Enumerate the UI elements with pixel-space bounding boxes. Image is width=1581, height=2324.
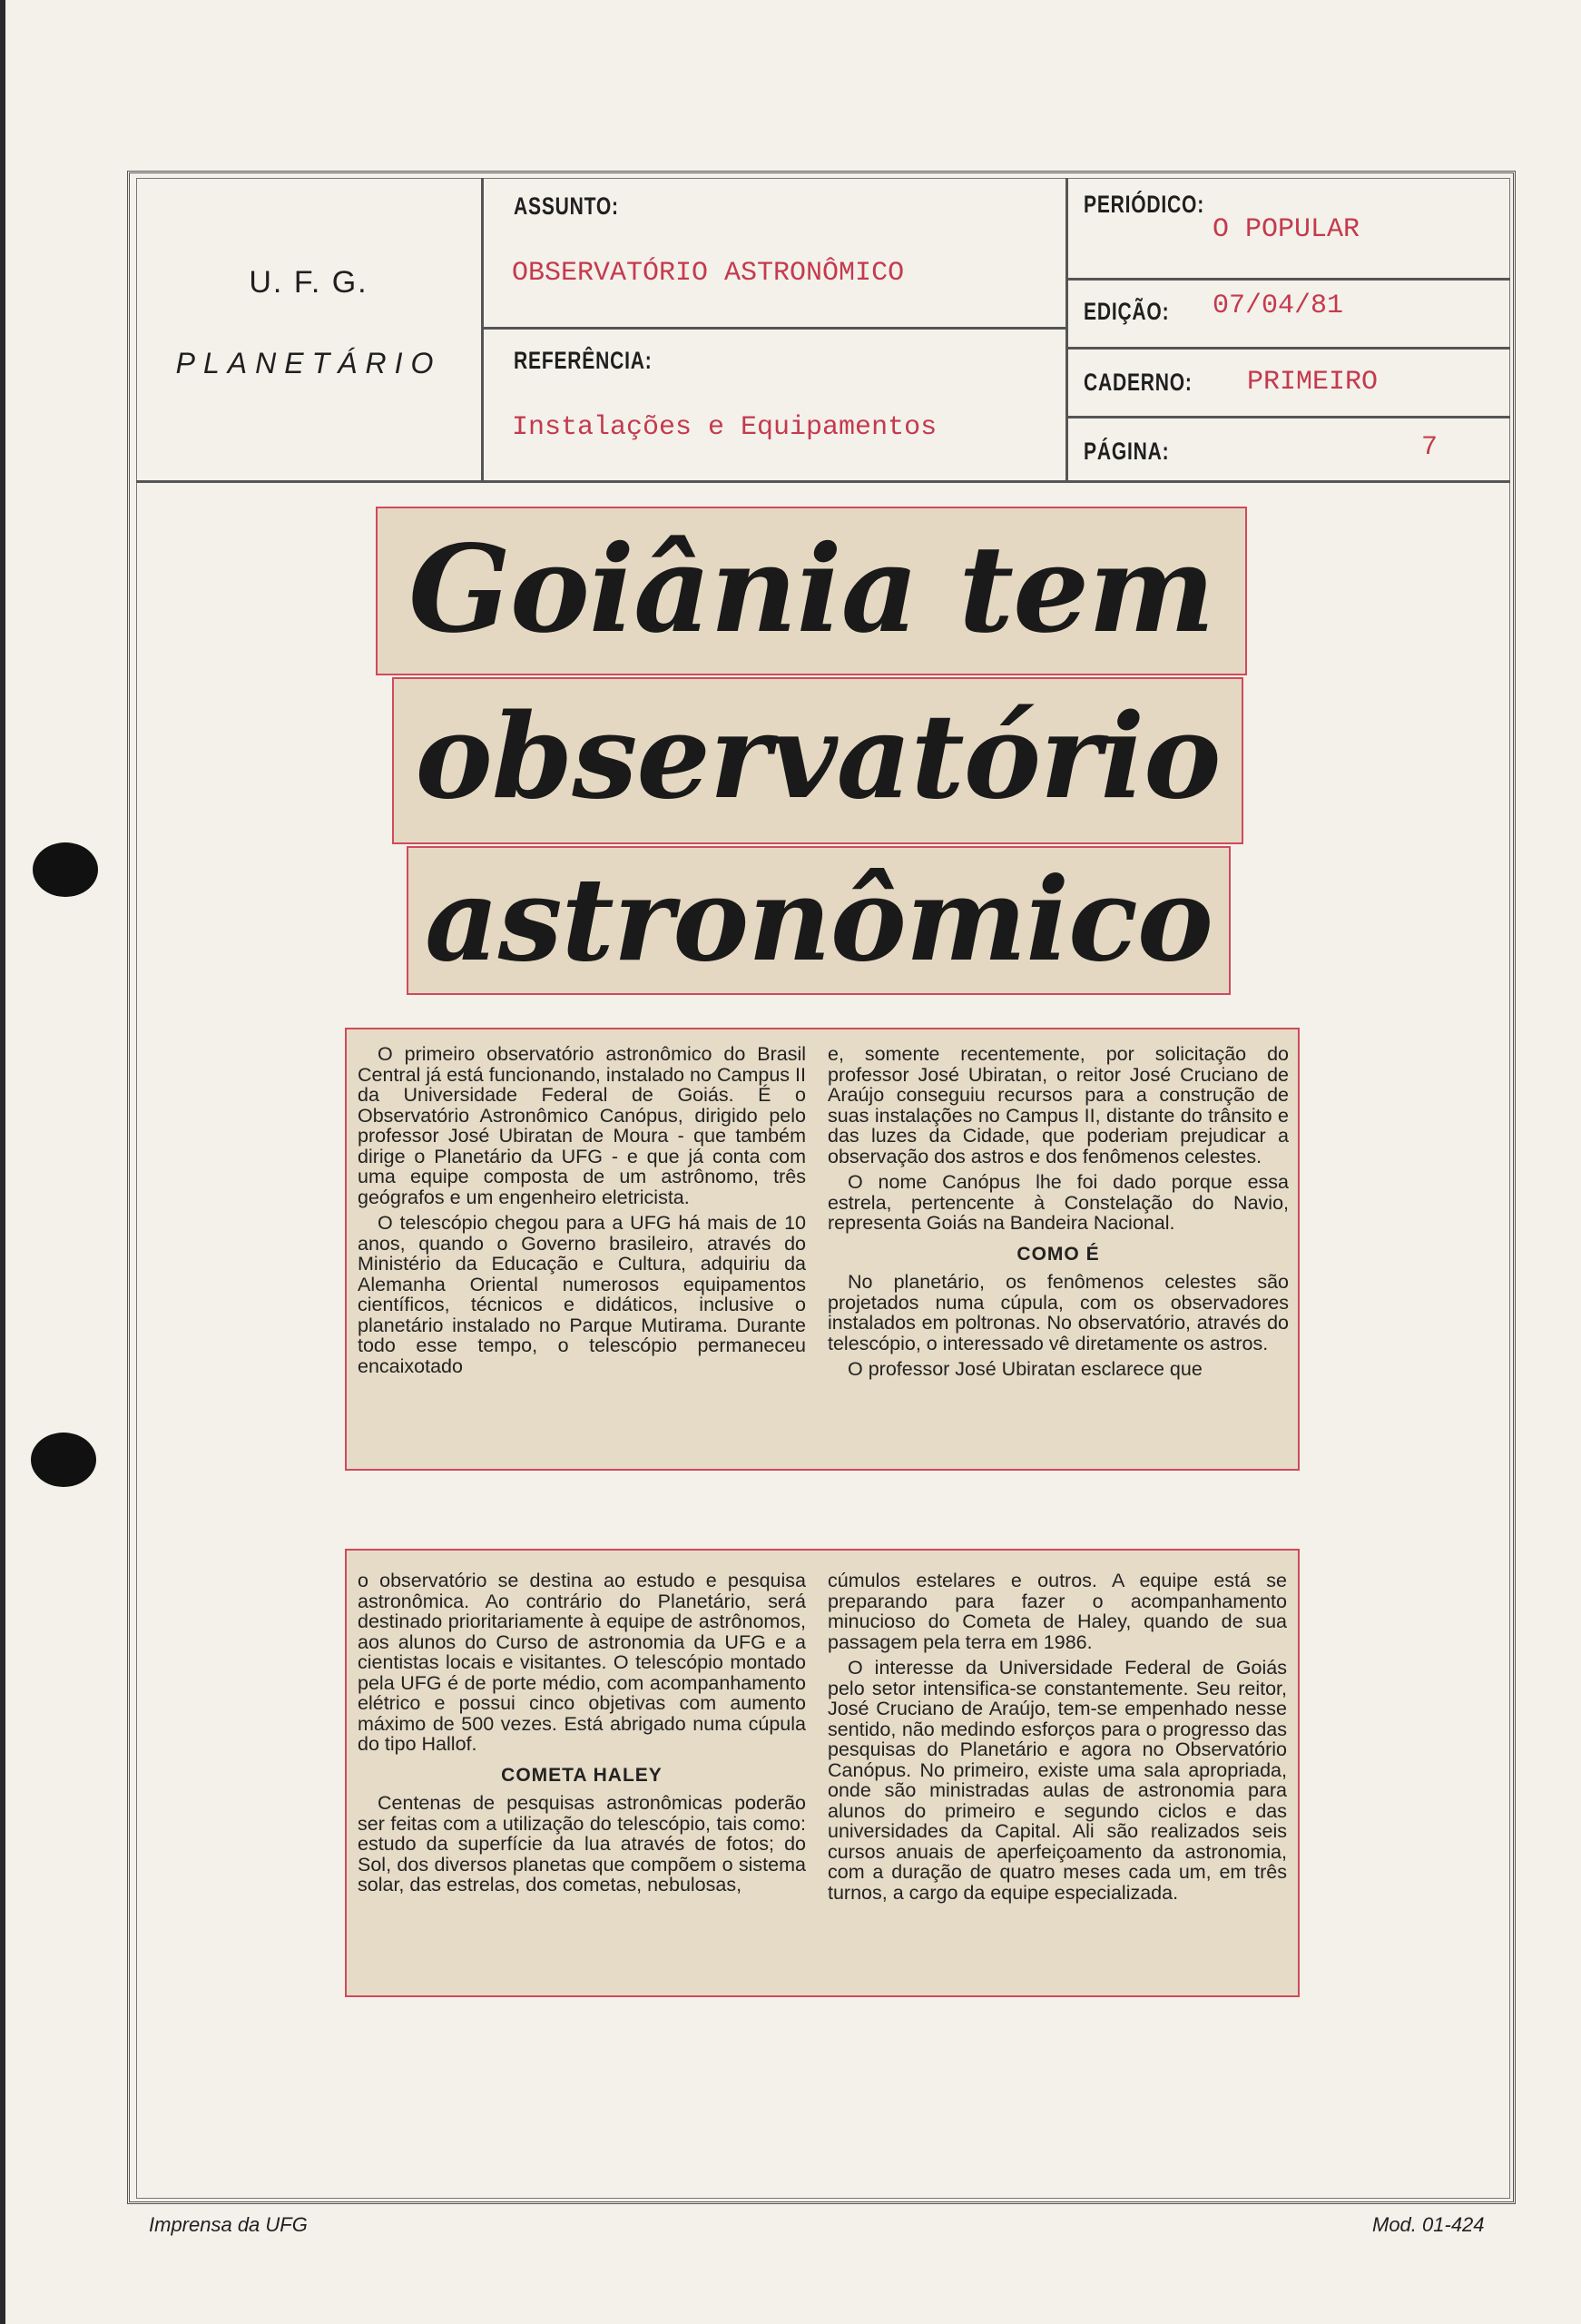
paragraph: e, somente recentemente, por solicitação do professor José Ubiratan, o reitor José Cruciano de Araújo conseguiu recursos para a construção de suas instalações no Campus II, distante do trânsito e das luzes da Cidade, que poderiam prejudicar a observação dos astros e dos fenômenos celestes. [828, 1043, 1289, 1167]
footer-printer: Imprensa da UFG [149, 2213, 308, 2236]
punch-hole-bottom [31, 1433, 96, 1487]
paragraph: O primeiro observatório astronômico do Brasil Central já está funcionando, instalado no Campus II da Universidade Federal de Goiás. É o Observatório Astronômico Canópus, dirigido pelo professor José Ubiratan de Moura - que também dirige o Planetário da UFG - e que já conta com uma equipe composta de um astrônomo, três geógrafos e um engenheiro eletricista. [358, 1043, 806, 1208]
article-part2-column-2 [828, 1571, 1287, 1908]
referencia-label: REFERÊNCIA: [514, 347, 653, 374]
header-divider-right [1065, 178, 1068, 480]
assunto-value: OBSERVATÓRIO ASTRONÔMICO [512, 258, 905, 289]
headline-line-1: Goiânia tem [408, 519, 1214, 660]
paragraph: o observatório se destina ao estudo e pesquisa astronômica. Ao contrário do Planetário, será destinado prioritariamente à equipe de astrônomos, aos alunos do Curso de astronomia da UFG e a cientistas locais e visitantes. O telescópio montado pela UFG é de porte médio, com acompanhamento elétrico e possui cinco objetivas com aumento máximo de 500 vezes. Está abrigado numa cúpula do tipo Hallof. [358, 1570, 806, 1755]
edicao-label: EDIÇÃO: [1084, 298, 1170, 325]
periodico-value: O POPULAR [1213, 214, 1360, 245]
paragraph: No planetário, os fenômenos celestes são projetados numa cúpula, com os observadores instalados em poltronas. No observatório, através do telescópio, o interessado vê diretamente os astros. [828, 1271, 1289, 1354]
subheading: COMO É [1016, 1243, 1100, 1265]
paragraph: O professor José Ubiratan esclarece que [848, 1358, 1203, 1380]
organization-unit: PLANETÁRIO [175, 347, 442, 379]
header-divider-edition [1065, 278, 1510, 281]
paragraph: O telescópio chegou para a UFG há mais de 10 anos, quando o Governo brasileiro, através do Ministério da Educação e Cultura, adquiriu da Alemanha Oriental numerosos equipamentos científicos, técnicos e didáticos, inclusive o planetário instalado no Parque Mutirama. Durante todo esse tempo, o telescópio permaneceu encaixotado [358, 1212, 806, 1377]
pagina-label: PÁGINA: [1084, 438, 1170, 465]
subheading: COMETA HALEY [501, 1764, 663, 1786]
scan-edge [0, 0, 5, 2324]
caderno-label: CADERNO: [1084, 369, 1193, 396]
paragraph: O nome Canópus lhe foi dado porque essa estrela, pertencente à Constelação do Navio, representa Goiás na Bandeira Nacional. [828, 1171, 1289, 1234]
footer-model-number: Mod. 01-424 [1372, 2213, 1485, 2236]
edicao-value: 07/04/81 [1213, 290, 1344, 321]
caderno-value: PRIMEIRO [1247, 367, 1379, 398]
paragraph: O interesse da Universidade Federal de Goiás pelo setor intensifica-se constantemente. Seu reitor, José Cruciano de Araújo, tem-se empenhado nesse sentido, não medindo esforços para o progresso das pesquisas do Planetário e agora no Observatório Canópus. No primeiro, existe uma sala apropriada, onde são ministradas aulas de astronomia para alunos do primeiro e segundo ciclos e das universidades da Capital. Ali são realizados seis cursos anuais de aperfeiçoamento da astronomia, com a duração de quatro meses cada um, em três turnos, a cargo da equipe especializada. [828, 1657, 1287, 1904]
pagina-value: 7 [1421, 432, 1439, 463]
header-divider-section [1065, 347, 1510, 350]
organization-name: U. F. G. [249, 265, 368, 300]
article-part1-column-1 [358, 1044, 806, 1382]
article-part2-column-1 [358, 1571, 806, 1901]
paragraph: cúmulos estelares e outros. A equipe está se preparando para fazer o acompanhamento minucioso do Cometa de Haley, quando de sua passagem pela terra em 1986. [828, 1570, 1287, 1653]
paragraph: Centenas de pesquisas astronômicas poderão ser feitas com a utilização do telescópio, tais como: estudo da superfície da lua através de fotos; do Sol, dos diversos planetas que compõem o sistema solar, das estrelas, dos cometas, nebulosas, [358, 1792, 806, 1896]
punch-hole-top [33, 842, 98, 897]
article-part1-column-2 [828, 1044, 1289, 1385]
header-divider-page [1065, 416, 1510, 419]
headline-line-3: astronômico [425, 852, 1213, 987]
periodico-label: PERIÓDICO: [1084, 191, 1205, 218]
header-divider-subject [481, 327, 1065, 330]
headline-line-2: observatório [415, 689, 1221, 825]
form-header [136, 178, 1510, 483]
referencia-value: Instalações e Equipamentos [512, 412, 938, 443]
assunto-label: ASSUNTO: [514, 192, 619, 220]
